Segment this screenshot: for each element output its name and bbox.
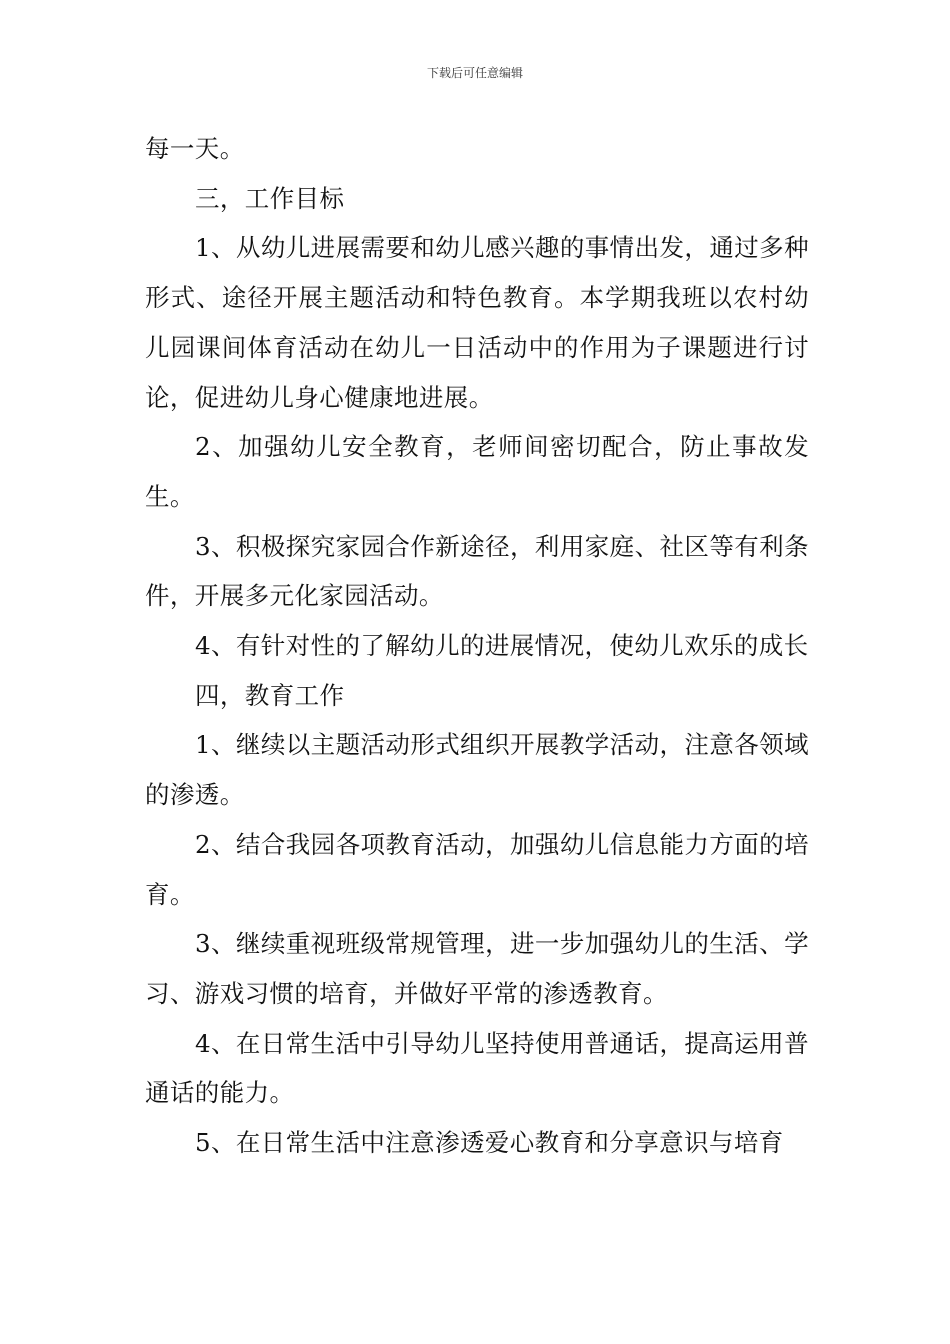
education-item-1: 1、继续以主题活动形式组织开展教学活动，注意各领域的渗透。 bbox=[145, 730, 809, 810]
goal-item-2: 2、加强幼儿安全教育，老师间密切配合，防止事故发生。 bbox=[145, 432, 809, 511]
education-item-4: 4、在日常生活中引导幼儿坚持使用普通话，提高运用普通话的能力。 bbox=[145, 1028, 809, 1108]
education-item-5: 5、在日常生活中注意渗透爱心教育和分享意识与培育 bbox=[195, 1128, 784, 1158]
section-heading-education-work: 四，教育工作 bbox=[195, 680, 345, 710]
paragraph-continuation: 每一天。 bbox=[145, 134, 245, 163]
goal-item-3: 3、积极探究家园合作新途径，利用家庭、社区等有利条件，开展多元化家园活动。 bbox=[145, 531, 809, 611]
education-item-3: 3、继续重视班级常规管理，进一步加强幼儿的生活、学习、游戏习惯的培育，并做好平常的渗透教育。 bbox=[145, 929, 809, 1008]
page-header-note: 下载后可任意编辑 bbox=[426, 66, 523, 80]
section-heading-work-goals: 三，工作目标 bbox=[195, 183, 345, 213]
education-item-2: 2、结合我园各项教育活动，加强幼儿信息能力方面的培育。 bbox=[145, 829, 809, 909]
goal-item-4: 4、有针对性的了解幼儿的进展情况，使幼儿欢乐的成长 bbox=[195, 631, 809, 661]
document-body bbox=[145, 124, 809, 1168]
goal-item-1: 1、从幼儿进展需要和幼儿感兴趣的事情出发，通过多种形式、途径开展主题活动和特色教育。本学期我班以农村幼儿园课间体育活动在幼儿一日活动中的作用为子课题进行讨论，促进幼儿身心健康地进展。 bbox=[145, 233, 809, 412]
